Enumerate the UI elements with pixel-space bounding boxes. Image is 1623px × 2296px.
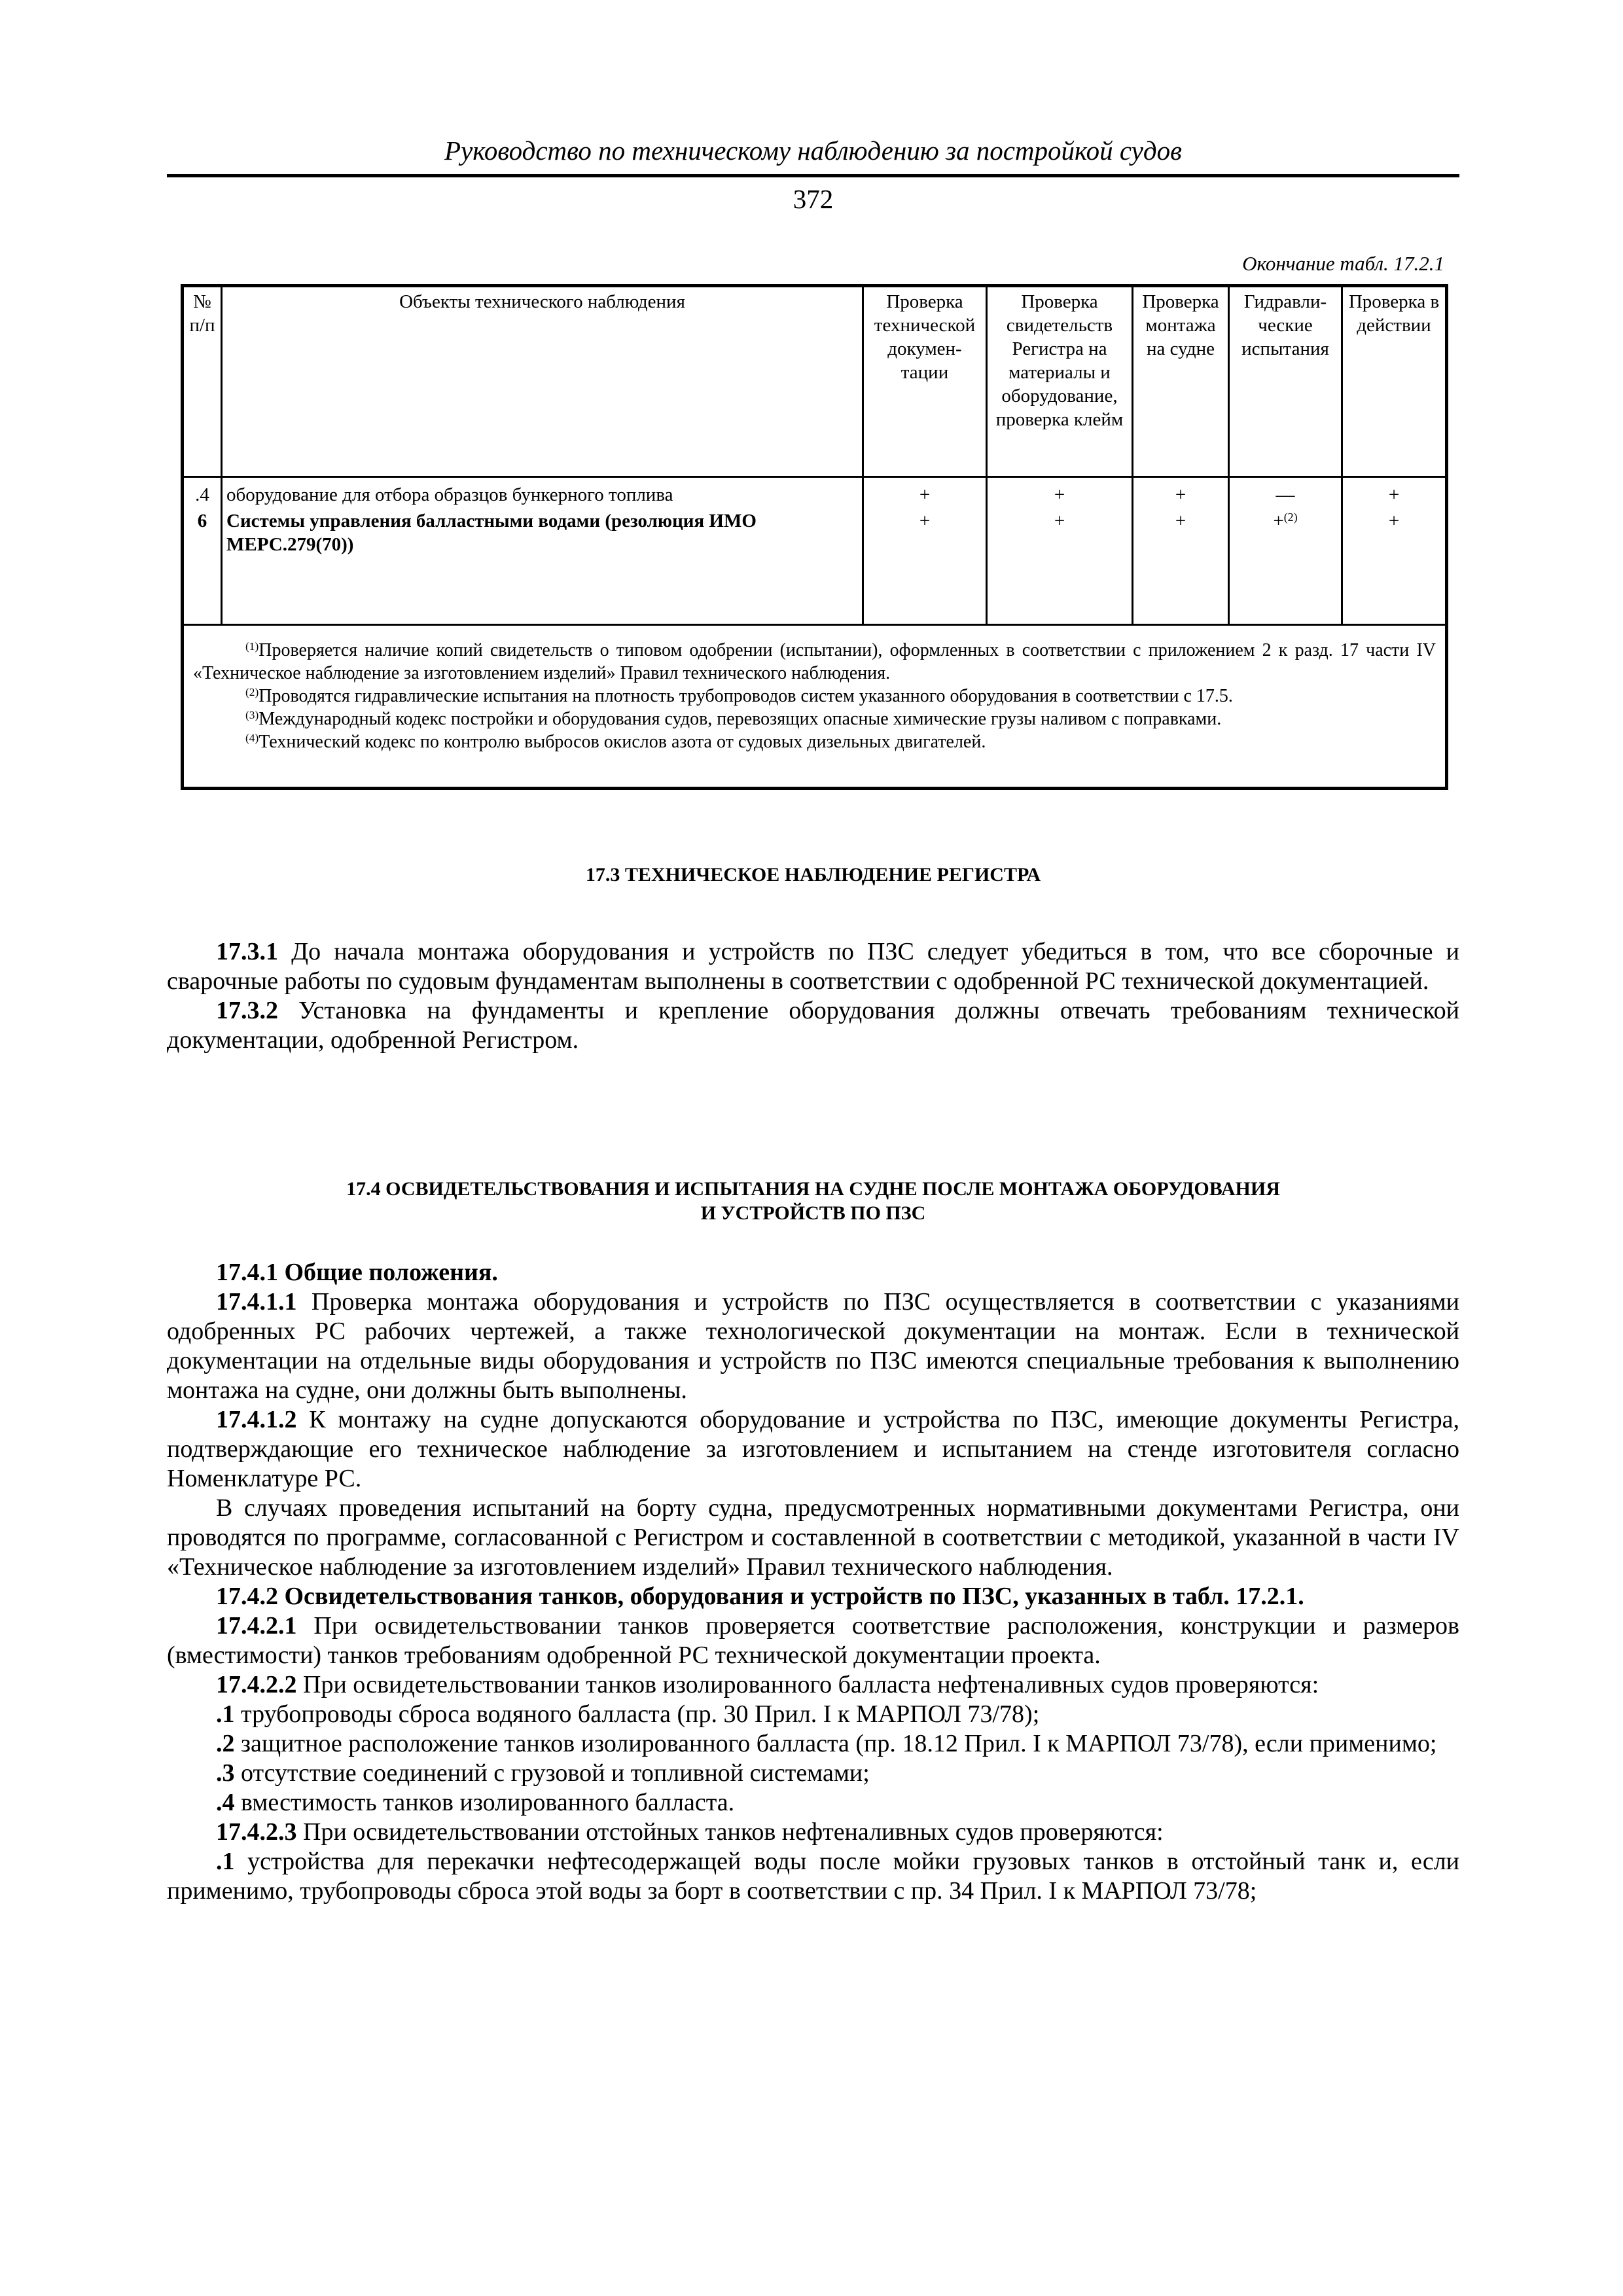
cell-install-check: + — [1175, 511, 1186, 531]
section-17-3-body — [167, 937, 1459, 1055]
col-header-doc-check: Проверка технической докумен-тации — [863, 286, 987, 477]
col-header-num: № п/п — [183, 286, 222, 477]
cell-cert-check: + — [1054, 484, 1065, 505]
cell-cert-check: + — [1054, 511, 1065, 531]
paragraph-17-4-2-2: 17.4.2.2 При освидетельствовании танков изолированного балласта нефтеналивных судов проверяются: — [216, 1671, 1319, 1698]
paragraph-17-4-1-2: 17.4.1.2 К монтажу на судне допускаются оборудование и устройства по ПЗС, имеющие документы Регистра, подтверждающие его техническое наблюдение за изготовлением и испытанием на стенде изготовителя согласно Номенклатуре РС. — [167, 1406, 1459, 1492]
note: $^{(4)}$Технический кодекс по контролю выбросов окислов азота от судовых дизельных двигателей. — [245, 732, 986, 752]
cell-hydro-test: +$^{(2)}$ — [1273, 511, 1298, 531]
table-notes — [183, 625, 1447, 789]
heading-17-4-2: 17.4.2 Освидетельствования танков, оборудования и устройств по ПЗС, указанных в табл. 17.2.1. — [216, 1583, 1304, 1610]
cell-doc-check: + — [919, 511, 931, 531]
note: $^{(3)}$Международный кодекс постройки и оборудования судов, перевозящих опасные химические грузы наливом с поправками. — [245, 709, 1222, 729]
table-row — [183, 477, 1447, 625]
section-title-17-3: 17.3 ТЕХНИЧЕСКОЕ НАБЛЮДЕНИЕ РЕГИСТРА — [585, 864, 1041, 886]
section-title-17-4: 17.4 ОСВИДЕТЕЛЬСТВОВАНИЯ И ИСПЫТАНИЯ НА СУДНЕ ПОСЛЕ МОНТАЖА ОБОРУДОВАНИЯ И УСТРОЙСТВ ПО ПЗС — [346, 1178, 1280, 1224]
section-17-4-body — [167, 1258, 1459, 1906]
paragraph-17-3-2: 17.3.2 Установка на фундаменты и крепление оборудования должны отвечать требованиям технической документации, одобренной Регистром. — [167, 997, 1459, 1054]
paragraph-17-4-2-1: 17.4.2.1 При освидетельствовании танков проверяется соответствие расположения, конструкции и размеров (вместимости) танков требованиям одобренной РС технической документации проекта. — [167, 1612, 1459, 1669]
cell-action-check: + — [1388, 511, 1400, 531]
cell-action-check: + — [1388, 484, 1400, 505]
paragraph-17-4-1-1: 17.4.1.1 Проверка монтажа оборудования и устройств по ПЗС осуществляется в соответствии с указаниями одобренных РС рабочих чертежей, а также технологической документации на монтаж. Если в технической документации на отдельные виды оборудования и устройств по ПЗС имеются специальные требования к выполнению монтажа на судне, они должны быть выполнены. — [167, 1288, 1459, 1404]
row-num: .4 — [195, 484, 209, 505]
row-object: Системы управления балластными водами (резолюция ИМО МЕРС.279(70)) — [226, 511, 757, 555]
footnote-ref: (2) — [1283, 511, 1298, 524]
col-header-objects: Объекты технического наблюдения — [222, 286, 863, 477]
note: $^{(1)}$Проверяется наличие копий свидетельств о типовом одобрении (испытании), оформленных в соответствии с приложением 2 к разд. 17 части IV «Техническое наблюдение за изготовлением изделий» Правил технического наблюдения. — [193, 640, 1436, 683]
col-header-install-check: Проверка монтажа на судне — [1133, 286, 1229, 477]
cell-install-check: + — [1175, 484, 1186, 505]
list-item: .1 устройства для перекачки нефтесодержащей воды после мойки грузовых танков в отстойный танк и, если применимо, трубопроводы сброса этой воды за борт в соответствии с пр. 34 Прил. I к МАРПОЛ 73/78; — [167, 1848, 1459, 1905]
paragraph-17-4-2-3: 17.4.2.3 При освидетельствовании отстойных танков нефтеналивных судов проверяются: — [216, 1818, 1164, 1846]
paragraph-17-3-1: 17.3.1 До начала монтажа оборудования и устройств по ПЗС следует убедиться в том, что все сборочные и сварочные работы по судовым фундаментам выполнены в соответствии с одобренной РС технической документацией. — [167, 938, 1459, 995]
table-caption: Окончание табл. 17.2.1 — [1242, 252, 1444, 275]
header-rule — [167, 174, 1459, 177]
list-item: .2 защитное расположение танков изолированного балласта (пр. 18.12 Прил. I к МАРПОЛ 73/78), если применимо; — [216, 1730, 1437, 1757]
note: $^{(2)}$Проводятся гидравлические испытания на плотность трубопроводов систем указанного оборудования в соответствии с 17.5. — [245, 686, 1233, 706]
col-header-hydro-test: Гидравли-ческие испытания — [1229, 286, 1342, 477]
list-item: .4 вместимость танков изолированного балласта. — [216, 1789, 735, 1816]
row-num: 6 — [197, 511, 207, 531]
cell-hydro-test: — — [1275, 484, 1295, 505]
col-header-cert-check: Проверка свидетельств Регистра на материалы и оборудование, проверка клейм — [987, 286, 1133, 477]
page-number: 372 — [793, 184, 834, 214]
col-header-action-check: Проверка в действии — [1342, 286, 1447, 477]
running-title: Руководство по техническому наблюдению за постройкой судов — [444, 135, 1182, 166]
row-object: оборудование для отбора образцов бункерного топлива — [226, 484, 673, 505]
list-item: .3 отсутствие соединений с грузовой и топливной системами; — [216, 1759, 870, 1787]
list-item: .1 трубопроводы сброса водяного балласта (пр. 30 Прил. I к МАРПОЛ 73/78); — [216, 1700, 1040, 1728]
cell-doc-check: + — [919, 484, 931, 505]
heading-17-4-1: 17.4.1 Общие положения. — [216, 1259, 498, 1286]
paragraph-tests-onboard: В случаях проведения испытаний на борту судна, предусмотренных нормативными документами Регистра, они проводятся по программе, согласованной с Регистром и составленной в соответствии с методикой, указанной в части IV «Техническое наблюдение за изготовлением изделий» Правил технического наблюдения. — [167, 1494, 1459, 1581]
equipment-table — [181, 284, 1448, 790]
